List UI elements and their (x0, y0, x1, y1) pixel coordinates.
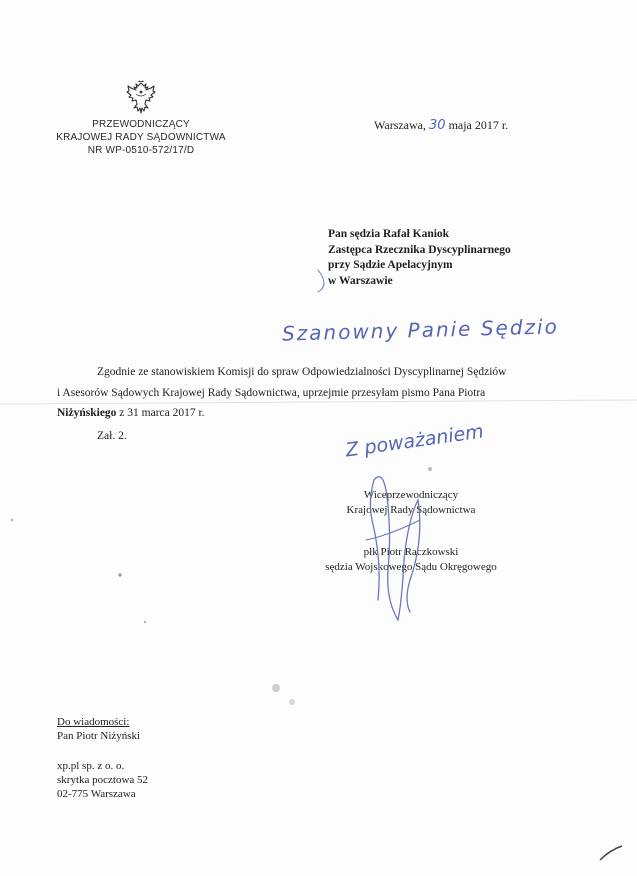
body-line-1: Zgodnie ze stanowiskiem Komisji do spraw Odpowiedzialności Dyscyplinarnej Sędziów (97, 366, 507, 378)
handwritten-closing: Z poważaniem (344, 420, 485, 462)
cc-heading: Do wiadomości: (57, 716, 130, 728)
polish-eagle-emblem-icon (124, 80, 158, 116)
letterhead-title: PRZEWODNICZĄCY (92, 119, 190, 130)
date-prefix: Warszawa, (374, 118, 430, 132)
addressee-block (328, 227, 511, 289)
addressee-position: Zastępca Rzecznika Dyscyplinarnego (328, 243, 511, 256)
cc-city: 02-775 Warszawa (57, 788, 136, 800)
letterhead (46, 80, 236, 157)
date-suffix: maja 2017 r. (445, 118, 509, 132)
cc-recipient: Pan Piotr Niżyński (57, 730, 141, 742)
cc-po-box: skrytka pocztowa 52 (57, 774, 149, 786)
date-day-handwritten: 30 (429, 118, 446, 133)
signatory-name: płk Piotr Raczkowski (363, 546, 459, 558)
body-name-bold: Niżyńskiego (57, 407, 117, 419)
addressee-name: Pan sędzia Rafał Kaniok (328, 228, 450, 240)
letter-date (374, 118, 508, 133)
body-line-3 (57, 403, 577, 424)
signatory-institution: Krajowej Rady Sądownictwa (346, 503, 476, 516)
addressee-city: w Warszawie (328, 274, 393, 287)
signatory-role: sędzia Wojskowego Sądu Okręgowego (325, 560, 497, 573)
signature-block (300, 488, 522, 574)
cc-company: xp.pl sp. z o. o. (57, 760, 125, 772)
body-line-3-rest: z 31 marca 2017 r. (116, 407, 205, 419)
addressee-court: przy Sądzie Apelacyjnym (328, 259, 453, 271)
copy-to-block (57, 715, 148, 801)
handwritten-salutation: Szanowny Panie Sędzio (281, 314, 560, 346)
enclosure-note: Zał. 2. (97, 430, 127, 442)
letterhead-reference-number: NR WP-0510-572/17/D (87, 145, 195, 156)
letter-body (57, 362, 577, 424)
letterhead-institution: KRAJOWEJ RADY SĄDOWNICTWA (56, 132, 226, 143)
body-line-2: i Asesorów Sądowych Krajowej Rady Sądownictwa, uprzejmie przesyłam pismo Pana Piotra (57, 386, 486, 399)
signatory-title: Wiceprzewodniczący (363, 489, 459, 501)
